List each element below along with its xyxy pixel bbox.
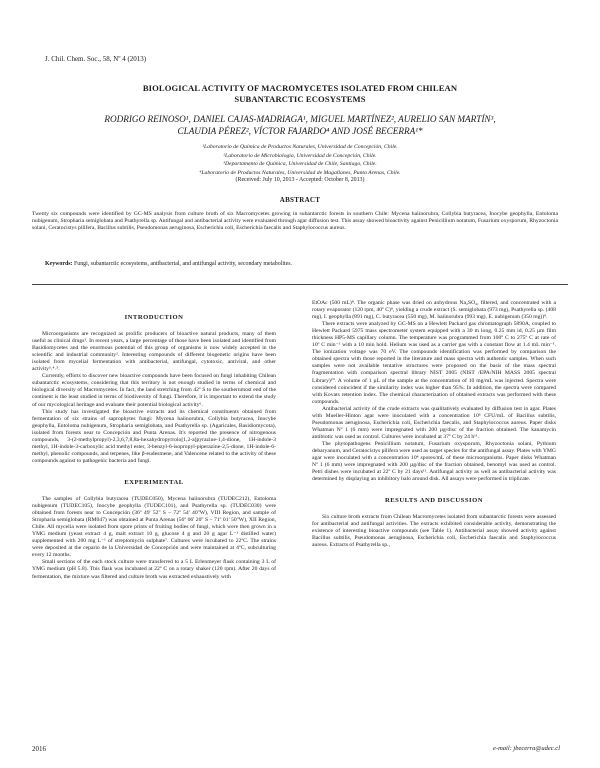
article-title [60, 83, 540, 105]
title-line: SUBANTARCTIC ECOSYSTEMS [234, 94, 366, 104]
page-number: 2016 [32, 745, 46, 753]
left-column [32, 300, 276, 581]
right-column [312, 300, 556, 550]
title-line: BIOLOGICAL ACTIVITY OF MACROMYCETES ISOLATED FROM CHILEAN [142, 83, 458, 93]
paragraph: Six culture broth extracts from Chilean Macromycetes isolated from subantarctic forests were assessed for antibacterial and antifungal activities. The extracts exhibited considerable activity, demonstrating the existence of interesting bioactive compounds (see Table 1). Antibacterial assay showed activity against Bacillus subtilis, Pseudomonas aeruginosa, Escherichia coli, Escherichia faecalis and Staphylococcus aureus. Extracts of Psathyrella sp., [312, 514, 556, 549]
paragraph: The samples of Collybia butyracea (TUDEC050), Mycena haiinorubra (TUDEC212), Entoloma nubigenum (TUDEC105), Inocybe geophylla (TUDEC101), and Psathyrella sp. (TUDEC030) were obtained from forests near to Concepción (36º 49' 52'' S – 72º 54' 40''W), VIII Region, and sample of Stropharia semiglobata (RM047) was obtained at Punta Arenas (56º 06' 20'' S – 71º 01' 50''W), XII Region, Chile. All mycelia were isolated from spore prints of fruiting bodies of fungi, which were then grown in a YMG medium (yeast extract 4 g, malt extract 10 g, glucose 4 g and 20 g agar L⁻¹ distilled water) supplemented with 200 mg L⁻¹ of streptomycin sulphate⁷. Cultures were incubated to 22ºC. The strains were deposited at the cepario de la Universidad de Concepción and were maintained at 4ºC, subculturing every 12 months. [32, 495, 276, 559]
paragraph: Currently, efforts to discover new bioactive compounds have been focused on fungi inhabiting Chilean subantarctic ecosystems, considering that this territory is not enough studied in terms of chemical and biological diversity of Macromycetes. In fact, the land stretching from 42º S to the southernmost end of the continent is the least studied in terms of biodiversity of fungi. Therefore, it is important to extend the study of our mycological heritage and evaluate their potential biological activity⁶. [32, 373, 276, 408]
author-list [55, 114, 545, 137]
keywords-label: Keywords: [45, 261, 73, 267]
corresponding-email: e-mail: jbecerra@udec.cl [493, 745, 560, 752]
authors-line: CLAUDIA PÉREZ², VÍCTOR FAJARDO⁴ AND JOSÉ BECERRA¹* [177, 125, 423, 136]
affiliation: ²Laboratorio de Microbiología, Universidad de Concepción, Chile. [223, 152, 377, 159]
received-dates: (Received: July 10, 2013 - Accepted: October 8, 2013) [235, 177, 365, 183]
experimental-heading: EXPERIMENTAL [124, 478, 184, 486]
paragraph: Small sections of the each stock culture were transferred to a 5 L Erlenmeyer flask containing 3 L of YMG medium (pH 5.8). This flask was incubated at 22º C on a rotary shaker (120 rpm). After 20 days of fermentation, the mixture was filtered and culture broth was extracted exhaustively with [32, 559, 276, 580]
authors-line: RODRIGO REINOSO¹, DANIEL CAJAS-MADRIAGA¹, MIGUEL MARTÍNEZ², AURELIO SAN MARTÍN³, [104, 114, 496, 124]
paragraph: Microorganisms are recognized as prolific producers of bioactive natural products, many of them useful as clinical drugs¹. In recent years, a large percentage of those have been isolated and identified from Basidiomycetes and the enormous potential of this group of organisms is now widely accepted in the scientific and industrial community². Interesting compounds of different biogenetic origins have been isolated from mycelial fermentation with antibacterial, antifungal, cytotoxic, antiviral, and other activity³˒⁴˒⁵. [32, 331, 276, 373]
paragraph: There extracts were analyzed by GC-MS on a Hewlett Packard gas chromatograph 5890A, coupled to Hewlett Packard 5975 mass spectrometer system equipped with a 30 m long, 0.25 mm id, 0.25 µm film thickness HP5-MS capillary column. The temperature was programmed from 100º C to 275º C at rate of 10º C min⁻¹ with a 10 min hold. Helium was used as a carrier gas with a constant flow at 1.4 mL min⁻¹. The ionization voltage was 70 eV. The compounds identification was performed by comparison the obtained spectra with those reported in the literature and mass spectra with authentic samples. When such samples were not available tentative structures were proposed on the basis of the mass spectral fragmentation with comparison spectral library NIST 2005 (NIST /EPA/NIH MASS 2005 spectral Library)¹⁰. A volume of 1 µL of the sample at the concentration of 10 mg/mL was injected. Spectra were considered coincident if the similarity index was higher than 95%. In addition, the spectra were compared with Kovats retention index. The chemical characterization of obtained extracts was performed with these compounds. [312, 321, 556, 405]
results-heading: RESULTS AND DISCUSSION [385, 497, 483, 505]
abstract-heading: ABSTRACT [279, 196, 321, 204]
affiliation: ¹Laboratorio de Química de Productos Naturales, Universidad de Concepción, Chile. [202, 144, 398, 150]
affiliation: ⁴Laboratorio de Productos Naturales, Universidad de Magallanes, Punta Arenas, Chile. [199, 169, 401, 176]
paragraph: Antibacterial activity of the crude extracts was qualitatively evaluated by diffusion test in agar. Plates with Mueller-Hinton agar were inoculated with a concentration 10⁶ CFU/mL of Bacillus subtilis, Pseudomonas aeruginosa, Escherichia coli, Escherichia faecalis, and Staphylococcus aureus. Paper disks Whatman Nº 1 (6 mm) were impregnated with 200 µg/disc of the fraction obtained. The kanamycin antibiotic was used as control. Cultures were incubated at 37º C by 24 h¹¹. [312, 405, 556, 440]
journal-header: J. Chil. Chem. Soc., 58, Nº 4 (2013) [45, 55, 147, 63]
abstract-text: Twenty six compounds were identified by GC-MS analysis from culture broth of six Macromycetes growing in subantarctic forests in southern Chile: Mycena haiinorubra, Collybia butyracea, Inocybe geophylla, Entoloma nubigenum, Stropharia semiglobata and Psathyrella sp. Antifungal and antibacterial activity were evaluated through agar diffusion test. This assay showed bioactivity against Penicillium notatum, Fusarium oxysporum, Rhyzoctonia solani, Ceratocistys pilifera, Bacillus subtilis, Pseudomonas aeruginosa, Escherichia coli, Escherichia faecalis and Staphylococcus aureus. [32, 211, 558, 232]
affiliations [100, 143, 500, 177]
paragraph: The phytopathogens Penicillium notatum, Fusarium oxysporum, Rhyzoctonia solani, Pythium debaryanum, and Ceratocistys pilifera were used as target species for the antifungal assay. Plates with YMG agar were inoculated with a concentration 10⁴ spores/mL of these microorganisms. Paper disks Whatman Nº 1 (6 mm) were impregnated with 200 µg/disc of the fraction obtained, benomyl was used as control. Petri dishes were incubated at 22º C by 21 days¹¹. Antifungal activity as well as antibacterial activity was determined by displaying an inhibitory halo around disk. All assays were performed in triplicate. [312, 440, 556, 483]
paragraph: This study has investigated the bioactive extracts and its chemical constituents obtained from fermentation of six strains of saprophytes fungi: Mycena haiinorubra, Collybia butyracea, Inocybe geophylla, Entoloma nubigenum, Stropharia semiglobata, and Psathyrella sp. (Agaricales, Basidiomycota), isolated from forests near to Concepción and Punta Arenas. It's reported the presence of nitrogenous compounds, 3-(2-methylpropyl)-2,3,6,7,8,8a-hexahydropyrrolo[1,2-a]pyrazine-1,4-dione, 1H-indole-3 methyl, 1H-indole-3-carboxylic acid methyl ester, 3-benzyl-6-isopropyl-piperazine-2,5-dione, 1H-indole-6-methyl, phenolic compounds, and terpenes, like β-eudesmene, and Valencene related to the activity of these compounds against to pathogenic bacteria and fungi. [32, 408, 276, 464]
introduction-heading: INTRODUCTION [124, 314, 184, 321]
paragraph: EtOAc (500 mL)⁸. The organic phase was dried on anhydrous Na₂SO₄, filtered, and concentrated with a rotary evaporator (120 rpm, 40º C)⁹, yielding a crude extract (S. semiglobata (973 mg), Psathyrella sp. (408 mg), I. geophylla (891 mg), C. butyracea (550 mg), M. haiinorubra (993 mg), E. nubigenum (350 mg))⁹. [312, 300, 556, 321]
section-divider [32, 284, 568, 285]
keywords [45, 261, 545, 267]
affiliation: ³Departamento de Química, Universidad de Chile, Santiago, Chile. [223, 161, 377, 168]
keywords-text: Fungi, subantarctic ecosystems, antibacterial, and antifungal activity, secondary metabolites. [73, 261, 292, 267]
